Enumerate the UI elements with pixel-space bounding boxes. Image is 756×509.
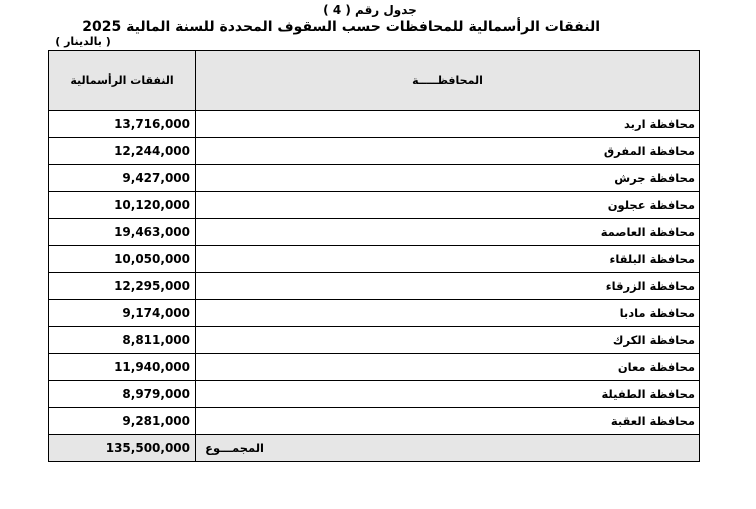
table-row	[49, 408, 700, 435]
governorate-cell: محافظة المفرق	[196, 138, 700, 165]
table-row	[49, 327, 700, 354]
amount-cell: 10,120,000	[49, 192, 196, 219]
governorate-cell: محافظة العقبة	[196, 408, 700, 435]
header-governorate: المحافظـــــة	[196, 51, 700, 111]
currency-unit: ( بالدينار )	[55, 35, 111, 48]
table-row	[49, 300, 700, 327]
total-row	[49, 435, 700, 462]
table-row	[49, 138, 700, 165]
governorate-cell: محافظة الكرك	[196, 327, 700, 354]
table-row	[49, 192, 700, 219]
amount-cell: 8,811,000	[49, 327, 196, 354]
table-row	[49, 246, 700, 273]
table-row	[49, 354, 700, 381]
amount-cell: 19,463,000	[49, 219, 196, 246]
amount-cell: 12,244,000	[49, 138, 196, 165]
header-row	[49, 51, 700, 111]
amount-cell: 10,050,000	[49, 246, 196, 273]
table-row	[49, 381, 700, 408]
table-row	[49, 219, 700, 246]
header-amount: النفقات الرأسمالية	[49, 51, 196, 111]
amount-cell: 9,427,000	[49, 165, 196, 192]
amount-cell: 13,716,000	[49, 111, 196, 138]
amount-cell: 9,174,000	[49, 300, 196, 327]
governorate-cell: محافظة البلقاء	[196, 246, 700, 273]
table-number: جدول رقم ( 4 )	[323, 3, 417, 17]
table-title: النفقات الرأسمالية للمحافظات حسب السقوف المحددة للسنة المالية 2025	[82, 19, 600, 35]
governorate-cell: محافظة عجلون	[196, 192, 700, 219]
governorate-cell: محافظة اربد	[196, 111, 700, 138]
table-row	[49, 111, 700, 138]
table-row	[49, 273, 700, 300]
governorate-cell: محافظة جرش	[196, 165, 700, 192]
governorate-cell: محافظة العاصمة	[196, 219, 700, 246]
governorate-cell: محافظة الزرقاء	[196, 273, 700, 300]
total-amount: 135,500,000	[49, 435, 196, 462]
amount-cell: 12,295,000	[49, 273, 196, 300]
amount-cell: 8,979,000	[49, 381, 196, 408]
capital-expenditure-table	[48, 50, 700, 462]
governorate-cell: محافظة معان	[196, 354, 700, 381]
amount-cell: 11,940,000	[49, 354, 196, 381]
governorate-cell: محافظة مادبا	[196, 300, 700, 327]
governorate-cell: محافظة الطفيلة	[196, 381, 700, 408]
total-label: المجمـــوع	[196, 435, 700, 462]
amount-cell: 9,281,000	[49, 408, 196, 435]
table-row	[49, 165, 700, 192]
